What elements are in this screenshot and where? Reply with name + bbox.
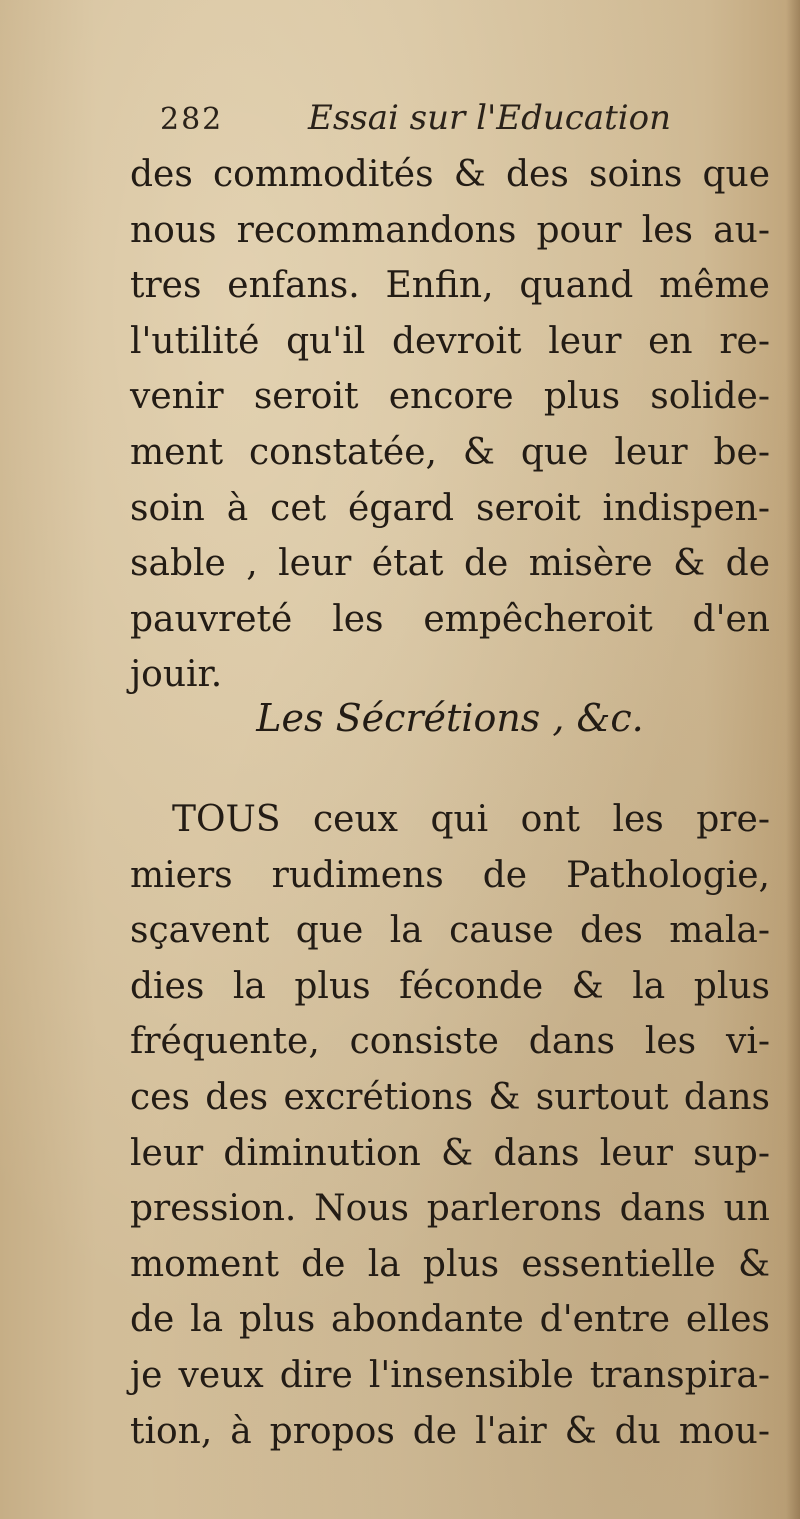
text-line: pression. Nous parlerons dans un — [130, 1188, 770, 1230]
text-line: leur diminution & dans leur sup- — [130, 1132, 770, 1174]
page-edge-shadow — [786, 0, 800, 1519]
text-line: sçavent que la cause des mala- — [130, 910, 770, 952]
text-line: dies la plus féconde & la plus — [130, 965, 770, 1007]
running-title: Essai sur l'Education — [308, 98, 671, 138]
text-line: nous recommandons pour les au- — [130, 209, 770, 251]
text-line: jouir. — [130, 654, 223, 696]
text-line: ment constatée, & que leur be- — [130, 431, 770, 473]
text-line: moment de la plus essentielle & — [130, 1243, 770, 1285]
text-line: sable , leur état de misère & de — [130, 543, 770, 585]
text-line: je veux dire l'insensible transpira- — [130, 1354, 770, 1396]
text-line: tion, à propos de l'air & du mou- — [130, 1410, 770, 1452]
page-number: 282 — [160, 102, 224, 137]
paragraph-2 — [130, 792, 770, 1459]
text-line: ces des excrétions & surtout dans — [130, 1076, 770, 1118]
section-heading: Les Sécrétions , &c. — [256, 696, 644, 740]
text-line: fréquente, consiste dans les vi- — [130, 1021, 770, 1063]
paragraph-1 — [130, 147, 770, 703]
page-header — [160, 98, 720, 148]
text-line: pauvreté les empêcheroit d'en — [130, 598, 770, 640]
text-line: l'utilité qu'il devroit leur en re- — [130, 320, 770, 362]
text-line: de la plus abondante d'entre elles — [130, 1299, 770, 1341]
text-line: tres enfans. Enfin, quand même — [130, 265, 770, 307]
text-line: TOUS ceux qui ont les pre- — [172, 799, 770, 840]
text-line: venir seroit encore plus solide- — [130, 376, 770, 418]
text-line: des commodités & des soins que — [130, 154, 770, 195]
text-line: miers rudimens de Pathologie, — [130, 854, 770, 896]
text-line: soin à cet égard seroit indispen- — [130, 487, 770, 529]
